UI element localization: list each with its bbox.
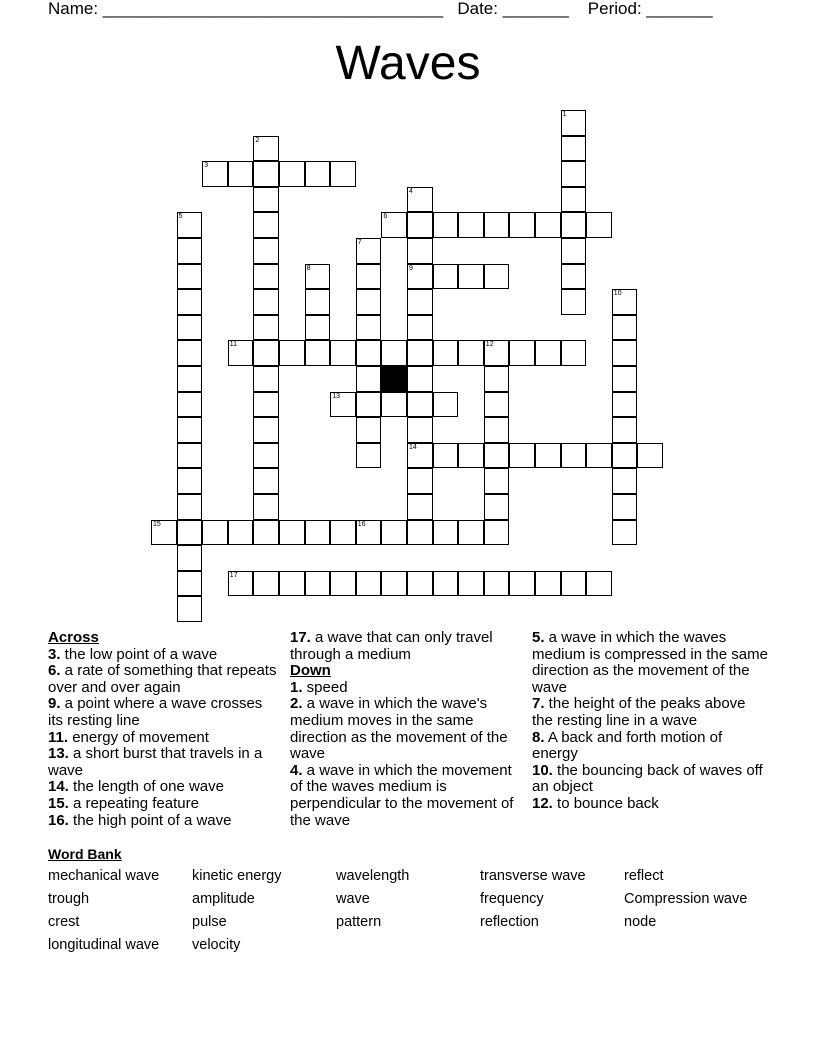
crossword-cell[interactable] bbox=[484, 468, 510, 494]
word-bank bbox=[48, 868, 768, 954]
word-bank-item: kinetic energy bbox=[192, 868, 282, 884]
crossword-cell[interactable] bbox=[407, 417, 433, 443]
clue-number: 6 bbox=[383, 213, 388, 221]
crossword-cell[interactable] bbox=[356, 417, 382, 443]
clues-column-3 bbox=[532, 630, 768, 813]
crossword-cell[interactable] bbox=[535, 443, 561, 469]
crossword-cell[interactable] bbox=[330, 392, 356, 418]
crossword-cell[interactable] bbox=[586, 212, 612, 238]
crossword-cell[interactable] bbox=[177, 417, 203, 443]
crossword-cell[interactable] bbox=[407, 571, 433, 597]
crossword-cell[interactable] bbox=[561, 161, 587, 187]
crossword-cell[interactable] bbox=[253, 289, 279, 315]
crossword-cell[interactable] bbox=[305, 289, 331, 315]
crossword-cell[interactable] bbox=[407, 468, 433, 494]
crossword-cell[interactable] bbox=[279, 571, 305, 597]
crossword-cell[interactable] bbox=[433, 212, 459, 238]
crossword-cell[interactable] bbox=[612, 315, 638, 341]
crossword-cell[interactable] bbox=[433, 520, 459, 546]
crossword-cell[interactable] bbox=[381, 340, 407, 366]
clue-down-2: 2. a wave in which the wave's medium moves in the same direction as the movement of the wave bbox=[290, 695, 508, 763]
page-title: Waves bbox=[335, 37, 481, 90]
clue-number: 16 bbox=[357, 520, 366, 528]
crossword-cell[interactable] bbox=[561, 443, 587, 469]
clue-across-15: 15. a repeating feature bbox=[48, 794, 199, 812]
clue-number: 7 bbox=[357, 239, 362, 246]
clue-across-9: 9. a point where a wave crosses its resting line bbox=[48, 695, 263, 729]
clue-number: 12 bbox=[485, 341, 494, 349]
crossword-cell[interactable] bbox=[535, 212, 561, 238]
black-square bbox=[381, 366, 407, 392]
crossword-cell[interactable] bbox=[407, 315, 433, 341]
crossword-cell[interactable] bbox=[177, 571, 203, 597]
clue-across-6: 6. a rate of something that repeats over and over again bbox=[48, 662, 277, 696]
crossword-cell[interactable] bbox=[253, 212, 279, 238]
word-bank-item: reflect bbox=[624, 868, 664, 884]
crossword-cell[interactable] bbox=[484, 264, 510, 290]
crossword-cell[interactable] bbox=[253, 520, 279, 546]
crossword-cell[interactable] bbox=[561, 289, 587, 315]
crossword-cell[interactable] bbox=[253, 443, 279, 469]
name-field: Name: ____________________________________ bbox=[48, 0, 444, 18]
crossword-cell[interactable] bbox=[561, 136, 587, 162]
crossword-cell[interactable] bbox=[305, 520, 331, 546]
crossword-cell[interactable] bbox=[407, 494, 433, 520]
crossword-cell[interactable] bbox=[253, 161, 279, 187]
clue-number: 13 bbox=[332, 392, 340, 400]
crossword-cell[interactable] bbox=[177, 545, 203, 571]
crossword-cell[interactable] bbox=[228, 161, 254, 187]
clue-number: 9 bbox=[409, 264, 413, 272]
clue-down-10: 10. the bouncing back of waves off an object bbox=[532, 761, 763, 796]
crossword-cell[interactable] bbox=[177, 315, 203, 341]
word-bank-item: pulse bbox=[192, 914, 227, 930]
clue-across-13: 13. a short burst that travels in a wave bbox=[48, 745, 263, 779]
crossword-cell[interactable] bbox=[433, 571, 459, 597]
crossword-cell[interactable] bbox=[407, 366, 433, 392]
crossword-cell[interactable] bbox=[253, 468, 279, 494]
crossword-cell[interactable] bbox=[253, 136, 279, 162]
crossword-cell[interactable] bbox=[253, 392, 279, 418]
word-bank-item: amplitude bbox=[192, 891, 255, 907]
clue-down-4: 4. a wave in which the movement of the waves medium is perpendicular to the movement of the wave bbox=[290, 761, 514, 829]
crossword-cell[interactable] bbox=[484, 340, 510, 366]
crossword-cell[interactable] bbox=[407, 340, 433, 366]
crossword-cell[interactable] bbox=[637, 443, 663, 469]
clues-column-2 bbox=[290, 630, 528, 829]
crossword-cell[interactable] bbox=[561, 340, 587, 366]
crossword-cell[interactable] bbox=[458, 340, 484, 366]
crossword-cell[interactable] bbox=[356, 289, 382, 315]
crossword-cell[interactable] bbox=[509, 443, 535, 469]
crossword-cell[interactable] bbox=[177, 494, 203, 520]
crossword-cell[interactable] bbox=[433, 443, 459, 469]
crossword-cell[interactable] bbox=[356, 392, 382, 418]
clue-down-7: 7. the height of the peaks above the resting line in a wave bbox=[532, 695, 746, 729]
clue-down-8: 8. A back and forth motion of energy bbox=[532, 728, 723, 763]
crossword-cell[interactable] bbox=[253, 340, 279, 366]
crossword-cell[interactable] bbox=[202, 520, 228, 546]
clue-number: 17 bbox=[229, 571, 238, 579]
clue-number: 5 bbox=[178, 213, 183, 221]
crossword-cell[interactable] bbox=[484, 366, 510, 392]
crossword-cell[interactable] bbox=[612, 520, 638, 546]
crossword-cell[interactable] bbox=[586, 571, 612, 597]
clue-number: 3 bbox=[204, 162, 209, 170]
crossword-cell[interactable] bbox=[330, 340, 356, 366]
crossword-cell[interactable] bbox=[279, 520, 305, 546]
crossword-cell[interactable] bbox=[612, 366, 638, 392]
crossword-cell[interactable] bbox=[279, 161, 305, 187]
clue-across-16: 16. the high point of a wave bbox=[48, 811, 232, 829]
crossword-cell[interactable] bbox=[407, 289, 433, 315]
crossword-cell[interactable] bbox=[305, 264, 331, 290]
crossword-cell[interactable] bbox=[177, 264, 203, 290]
across-heading: Across bbox=[48, 629, 99, 646]
crossword-cell[interactable] bbox=[356, 238, 382, 264]
crossword-cell[interactable] bbox=[305, 340, 331, 366]
crossword-cell[interactable] bbox=[177, 340, 203, 366]
crossword-cell[interactable] bbox=[586, 443, 612, 469]
crossword-cell[interactable] bbox=[458, 571, 484, 597]
crossword-cell[interactable] bbox=[407, 392, 433, 418]
crossword-cell[interactable] bbox=[484, 212, 510, 238]
crossword-cell[interactable] bbox=[356, 520, 382, 546]
crossword-cell[interactable] bbox=[330, 571, 356, 597]
crossword-cell[interactable] bbox=[253, 571, 279, 597]
crossword-cell[interactable] bbox=[458, 212, 484, 238]
period-field: Period: _______ bbox=[587, 0, 713, 18]
crossword-cell[interactable] bbox=[177, 238, 203, 264]
word-bank-item: mechanical wave bbox=[48, 868, 160, 884]
crossword-cell[interactable] bbox=[561, 212, 587, 238]
clue-across-17: 17. a wave that can only travel through a medium bbox=[290, 629, 493, 663]
crossword-cell[interactable] bbox=[561, 264, 587, 290]
crossword-cell[interactable] bbox=[356, 366, 382, 392]
crossword-cell[interactable] bbox=[484, 417, 510, 443]
crossword-cell[interactable] bbox=[279, 340, 305, 366]
crossword-cell[interactable] bbox=[561, 110, 587, 136]
crossword-cell[interactable] bbox=[484, 443, 510, 469]
clue-number: 2 bbox=[255, 136, 260, 144]
crossword-cell[interactable] bbox=[381, 571, 407, 597]
crossword-cell[interactable] bbox=[433, 264, 459, 290]
crossword-cell[interactable] bbox=[509, 340, 535, 366]
crossword-cell[interactable] bbox=[535, 340, 561, 366]
crossword-cell[interactable] bbox=[253, 187, 279, 213]
clue-number: 1 bbox=[562, 111, 567, 118]
crossword-cell[interactable] bbox=[305, 315, 331, 341]
crossword-cell[interactable] bbox=[612, 392, 638, 418]
crossword-cell[interactable] bbox=[356, 315, 382, 341]
crossword-cell[interactable] bbox=[228, 520, 254, 546]
crossword-cell[interactable] bbox=[407, 264, 433, 290]
crossword-cell[interactable] bbox=[458, 520, 484, 546]
crossword-cell[interactable] bbox=[177, 392, 203, 418]
crossword-cell[interactable] bbox=[561, 238, 587, 264]
clue-number: 14 bbox=[409, 443, 417, 451]
crossword-cell[interactable] bbox=[356, 443, 382, 469]
clue-down-1: 1. speed bbox=[290, 678, 348, 696]
crossword-cell[interactable] bbox=[228, 340, 254, 366]
crossword-cell[interactable] bbox=[407, 212, 433, 238]
crossword-cell[interactable] bbox=[381, 212, 407, 238]
crossword-cell[interactable] bbox=[407, 443, 433, 469]
crossword-cell[interactable] bbox=[484, 494, 510, 520]
crossword-cell[interactable] bbox=[228, 571, 254, 597]
crossword-cell[interactable] bbox=[612, 468, 638, 494]
down-heading: Down bbox=[290, 662, 331, 680]
word-bank-item: Compression wave bbox=[624, 891, 748, 907]
crossword-cell[interactable] bbox=[458, 443, 484, 469]
crossword-cell[interactable] bbox=[356, 340, 382, 366]
crossword-cell[interactable] bbox=[381, 392, 407, 418]
word-bank-item: longitudinal wave bbox=[48, 937, 160, 953]
crossword-cell[interactable] bbox=[381, 520, 407, 546]
crossword-cell[interactable] bbox=[305, 571, 331, 597]
crossword-cell[interactable] bbox=[253, 264, 279, 290]
word-bank-item: trough bbox=[48, 891, 90, 907]
crossword-cell[interactable] bbox=[151, 520, 177, 546]
crossword-cell[interactable] bbox=[407, 520, 433, 546]
clue-number: 8 bbox=[306, 264, 311, 272]
word-bank-item: frequency bbox=[480, 891, 544, 907]
clue-number: 4 bbox=[409, 187, 413, 195]
crossword-cell[interactable] bbox=[612, 340, 638, 366]
crossword-cell[interactable] bbox=[484, 392, 510, 418]
clue-down-5: 5. a wave in which the waves medium is compressed in the same direction as the movement of the wave bbox=[532, 629, 768, 696]
word-bank-item: crest bbox=[48, 914, 80, 930]
crossword-cell[interactable] bbox=[330, 520, 356, 546]
clue-across-14: 14. the length of one wave bbox=[48, 778, 224, 796]
word-bank-item: transverse wave bbox=[480, 868, 586, 884]
crossword-cell[interactable] bbox=[561, 571, 587, 597]
clue-number: 15 bbox=[153, 520, 161, 528]
crossword-cell[interactable] bbox=[433, 340, 459, 366]
crossword-cell[interactable] bbox=[612, 443, 638, 469]
crossword-cell[interactable] bbox=[305, 161, 331, 187]
word-bank-item: wavelength bbox=[336, 868, 410, 884]
crossword-cell[interactable] bbox=[509, 571, 535, 597]
crossword-cell[interactable] bbox=[177, 520, 203, 546]
crossword-cell[interactable] bbox=[484, 571, 510, 597]
word-bank-item: velocity bbox=[192, 937, 241, 953]
word-bank-item: wave bbox=[336, 891, 370, 907]
crossword-cell[interactable] bbox=[253, 315, 279, 341]
crossword-cell[interactable] bbox=[253, 366, 279, 392]
crossword-cell[interactable] bbox=[612, 494, 638, 520]
crossword-cell[interactable] bbox=[202, 161, 228, 187]
clue-number: 11 bbox=[229, 341, 238, 349]
crossword-cell[interactable] bbox=[253, 494, 279, 520]
crossword-cell[interactable] bbox=[177, 596, 203, 622]
crossword-cell[interactable] bbox=[330, 161, 356, 187]
crossword-cell[interactable] bbox=[356, 571, 382, 597]
crossword-cell[interactable] bbox=[407, 187, 433, 213]
crossword-cell[interactable] bbox=[535, 571, 561, 597]
crossword-cell[interactable] bbox=[509, 212, 535, 238]
crossword-cell[interactable] bbox=[612, 289, 638, 315]
crossword-cell[interactable] bbox=[561, 187, 587, 213]
word-bank-item: node bbox=[624, 914, 657, 930]
crossword-cell[interactable] bbox=[253, 417, 279, 443]
clues-column-1 bbox=[48, 630, 280, 829]
word-bank-item: reflection bbox=[480, 914, 539, 930]
crossword-cell[interactable] bbox=[484, 520, 510, 546]
crossword-cell[interactable] bbox=[612, 417, 638, 443]
crossword-cell[interactable] bbox=[356, 264, 382, 290]
word-bank-item: pattern bbox=[336, 914, 382, 930]
crossword-cell[interactable] bbox=[177, 366, 203, 392]
crossword-cell[interactable] bbox=[177, 443, 203, 469]
crossword-cell[interactable] bbox=[177, 468, 203, 494]
date-field: Date: _______ bbox=[457, 0, 569, 18]
clue-across-11: 11. energy of movement bbox=[48, 728, 209, 746]
clue-number: 10 bbox=[613, 290, 622, 298]
crossword-cell[interactable] bbox=[407, 238, 433, 264]
clue-down-12: 12. to bounce back bbox=[532, 794, 659, 812]
crossword-cell[interactable] bbox=[177, 289, 203, 315]
word-bank-title: Word Bank bbox=[48, 846, 122, 862]
crossword-cell[interactable] bbox=[458, 264, 484, 290]
crossword-cell[interactable] bbox=[433, 392, 459, 418]
crossword-cell[interactable] bbox=[253, 238, 279, 264]
crossword-cell[interactable] bbox=[177, 212, 203, 238]
clue-across-3: 3. the low point of a wave bbox=[48, 645, 218, 663]
